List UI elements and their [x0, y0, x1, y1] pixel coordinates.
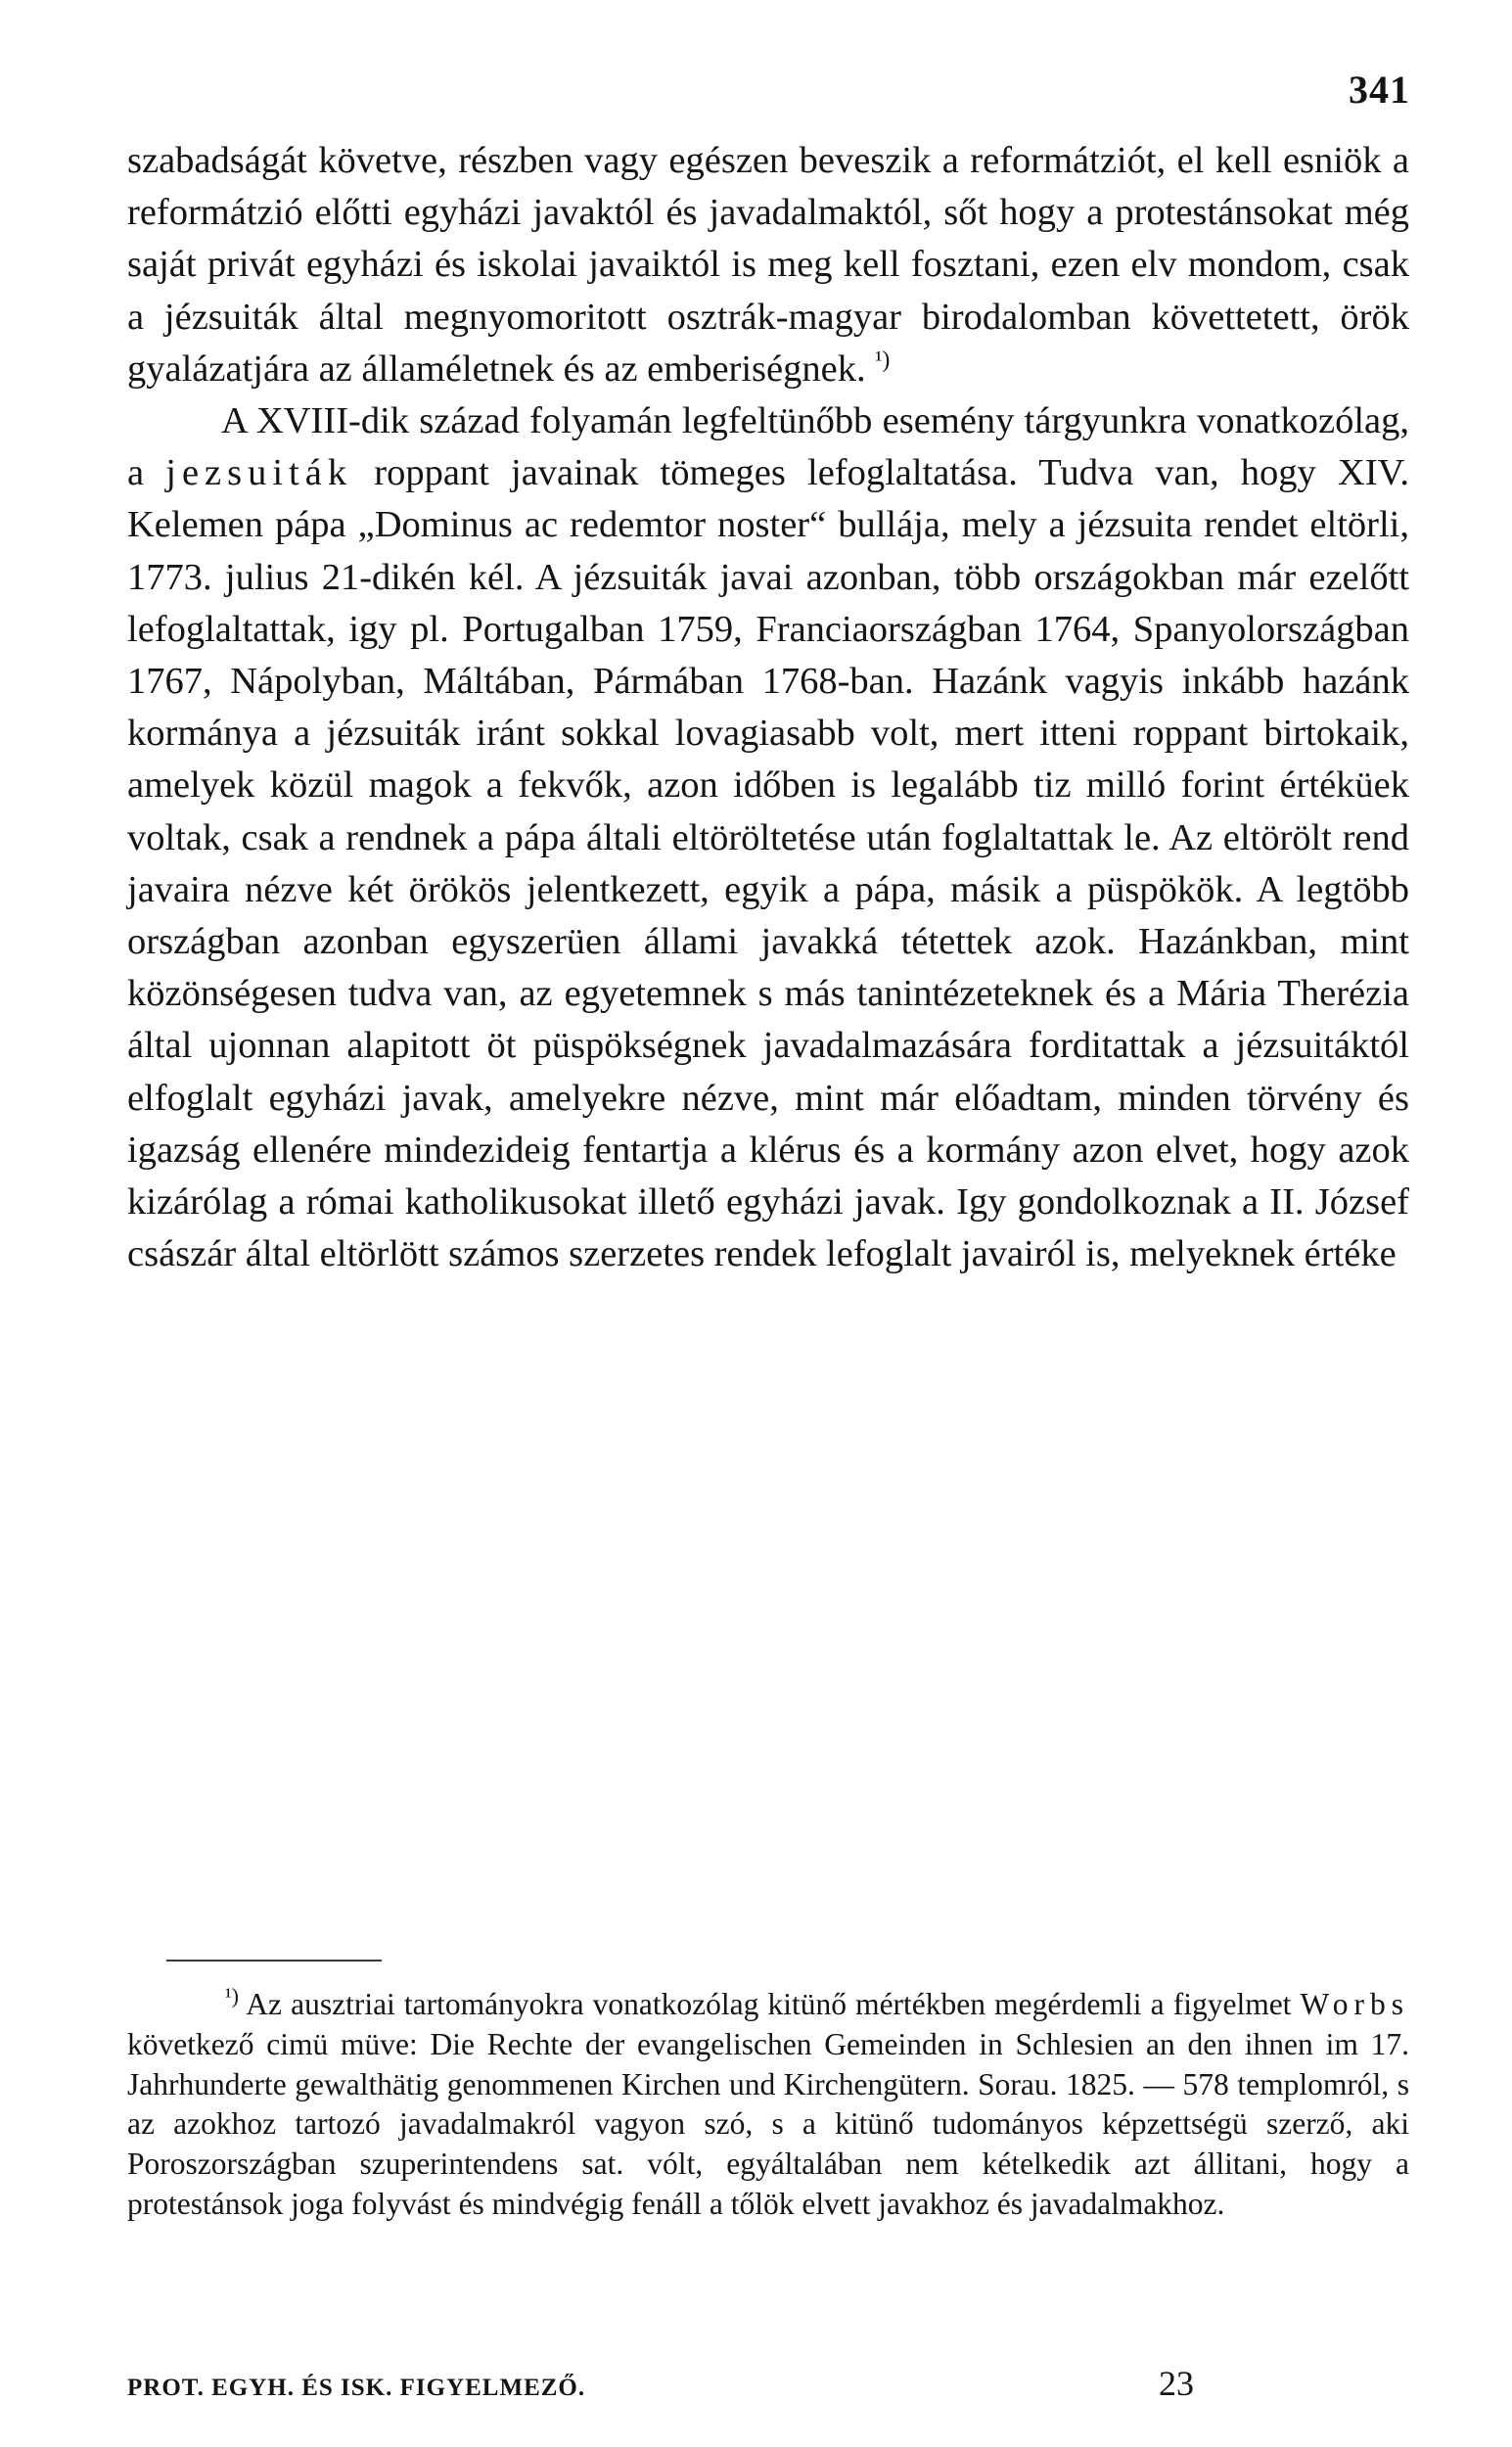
footnote-text-rest: következő cimü müve: Die Rechte der evangelischen Gemeinden in Schlesien an den ihnen im 17. Jahrhunderte gewalthätig genommenen Kirchen und Kirchengütern. Sorau. 1825. — 578 templomról, s az azokhoz tartozó javadalmakról vagyon szó, s a kitünő tudományos képzettségü szerző, aki Poroszországban szuperintendens sat. vólt, egyáltalában nem kételkedik azt állitani, hogy a protestánsok joga folyvást és mindvégig fenáll a tőlök elvett javakhoz és javadalmakhoz.: [127, 2026, 1409, 2221]
printer-signature: [127, 2363, 1194, 2402]
footnote-separator: [166, 1960, 382, 1962]
paragraph-2-text-rest: roppant javainak tömeges lefoglaltatása. Tudva van, hogy XIV. Kelemen pápa „Dominus ac redemtor noster“ bullája, mely a jézsuita rendet eltörli, 1773. julius 21-dikén kél. A jézsuiták javai azonban, több országokban már ezelőtt lefoglaltattak, igy pl. Portugalban 1759, Franciaországban 1764, Spanyolországban 1767, Nápolyban, Máltában, Pármában 1768-ban. Hazánk vagyis inkább hazánk kormánya a jézsuiták iránt sokkal lovagiasabb volt, mert itteni roppant birtokaik, amelyek közül magok a fekvők, azon időben is legalább tiz milló forint értéküek voltak, csak a rendnek a pápa általi eltöröltetése után foglaltattak le. Az eltörölt rend javaira nézve két örökös jelentkezett, egyik a pápa, másik a püspökök. A legtöbb országban azonban egyszerüen állami javakká tétettek azok. Hazánkban, mint közönségesen tudva van, az egyetemnek s más tanintézeteknek és a Mária Therézia által ujonnan alapitott öt püspökségnek javadalmazására forditattak a jézsuitáktól elfoglalt egyházi javak, amelyekre nézve, mint már előadtam, minden törvény és igazság ellenére mindezideig fentartja a klérus és a kormány azon elvet, hogy azok kizárólag a római katholikusokat illető egyházi javak. Igy gondolkoznak a II. József császár által eltörlött számos szerzetes rendek lefoglalt javairól is, melyeknek értéke: [127, 452, 1410, 1275]
footnote-author-name: Worbs: [1300, 1987, 1410, 2021]
signature-number: 23: [1159, 2364, 1194, 2403]
page-number: 341: [1349, 68, 1410, 112]
paragraph-1-text: szabadságát követve, részben vagy egészen beveszik a reformátziót, el kell esniök a reformátzió előtti egyházi javaktól és javadalmaktól, sőt hogy a protestánsokat még saját privát egyházi és iskolai javaiktól is meg kell fosztani, ezen elv mondom, csak a jézsuiták által megnyomoritott osztrák-magyar birodalomban követtetett, örök gyalázatjára az államéletnek és az emberiségnek.: [127, 140, 1409, 390]
footnote-text-start: Az ausztriai tartományokra vonatkozólag kitünő mértékben megérdemli a figyelmet: [246, 1987, 1292, 2021]
emphasized-word: jezsuiták: [165, 452, 353, 494]
paragraph-2-text-start: A XVIII-dik század folyamán legfeltünőbb esemény tárgyunkra vonatkozólag, a: [127, 400, 1409, 494]
paragraph-2: [127, 395, 1409, 1280]
footnote-reference: ¹): [875, 346, 891, 373]
footnote: [127, 1985, 1409, 2225]
footnote-mark: ¹): [225, 1983, 239, 2008]
signature-mark: PROT. EGYH. ÉS ISK. FIGYELMEZŐ.: [127, 2375, 586, 2401]
paragraph-1: [127, 135, 1409, 395]
main-text: [127, 135, 1409, 1280]
